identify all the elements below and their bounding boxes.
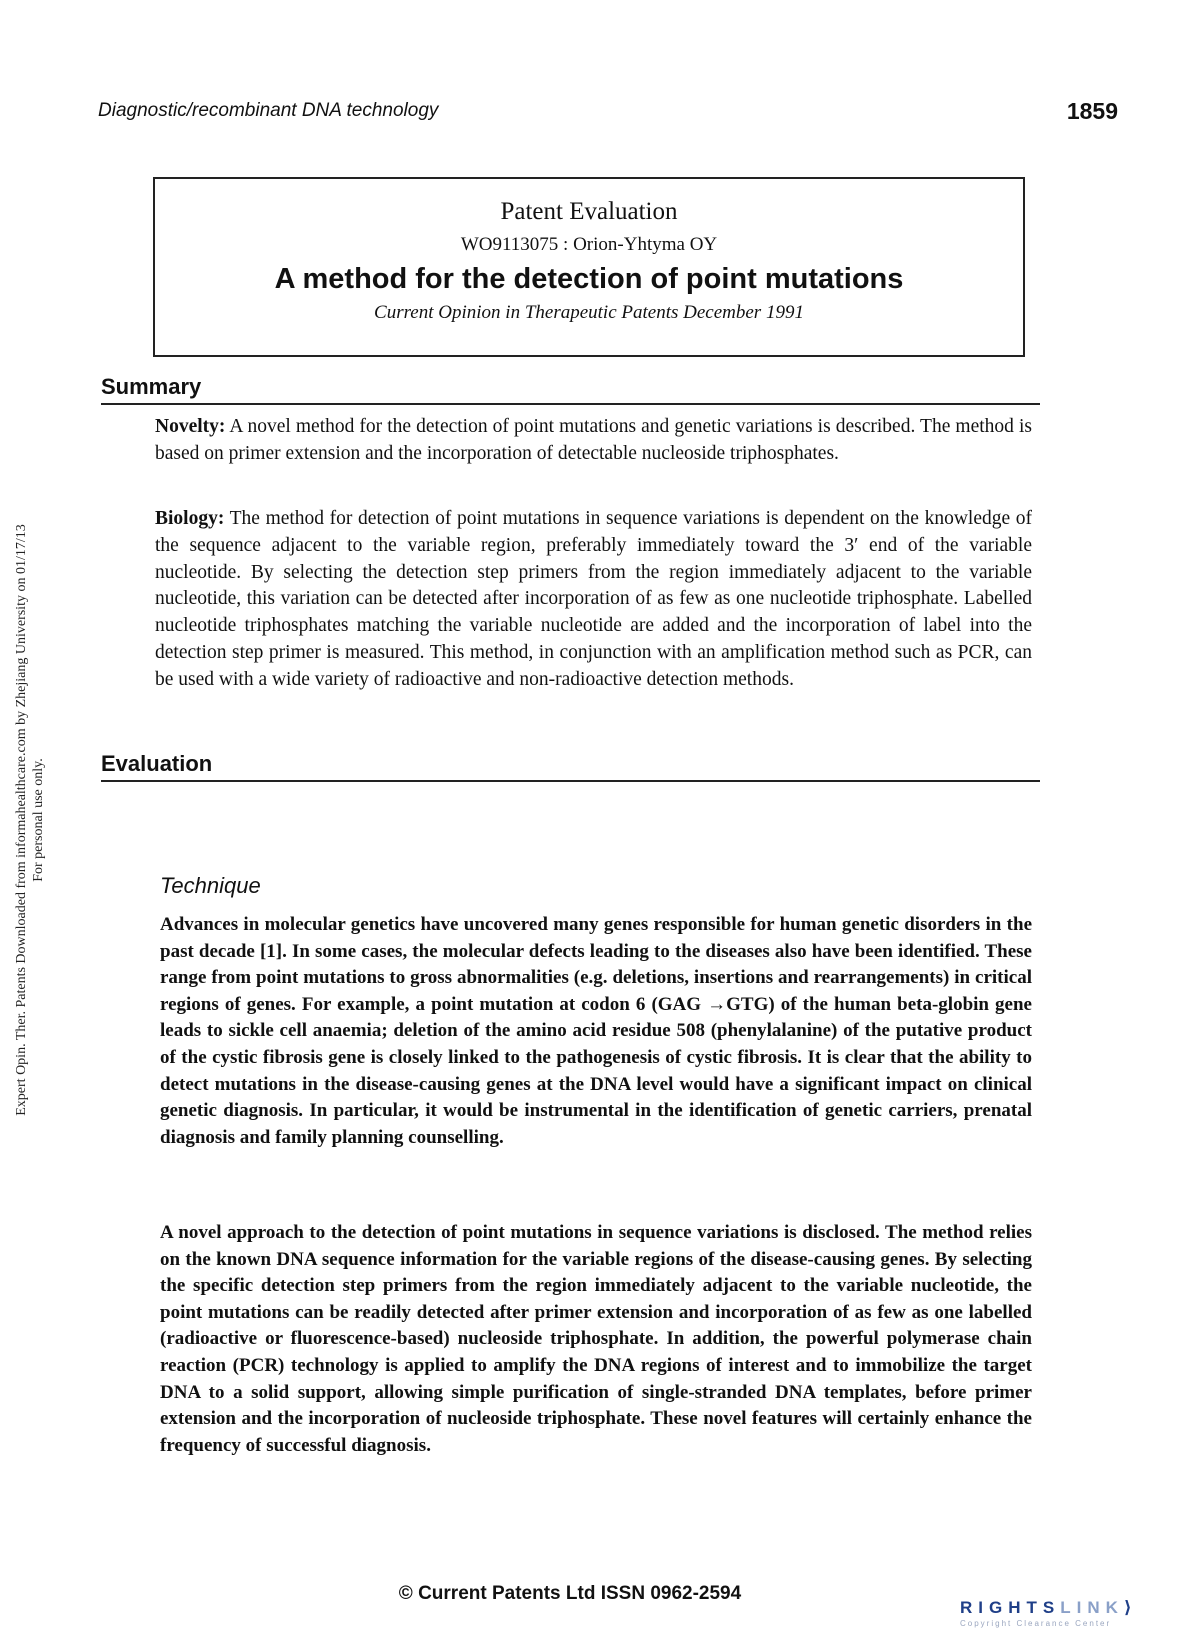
chevron-icon: ⟩ — [1123, 1598, 1138, 1617]
copyright-footer: © Current Patents Ltd ISSN 0962-2594 — [398, 1583, 742, 1604]
journal-citation: Current Opinion in Therapeutic Patents December 1991 — [374, 302, 804, 323]
watermark-line-1: Expert Opin. Ther. Patents Downloaded from informahealthcare.com by Zhejiang University on 01/17/13 — [14, 524, 29, 1116]
technique-subheading: Technique — [160, 873, 261, 898]
page-number: 1859 — [1066, 98, 1118, 124]
rightslink-word-dark: RIGHTS — [960, 1598, 1061, 1617]
novelty-label: Novelty: — [155, 416, 226, 437]
box-kicker: Patent Evaluation — [500, 198, 678, 225]
running-head: Diagnostic/recombinant DNA technology — [98, 100, 439, 121]
rightslink-tagline: Copyright Clearance Center — [960, 1619, 1112, 1628]
technique-paragraph-1: Advances in molecular genetics have uncovered many genes responsible for human genetic disorders in the past decade [1]. In some cases, the molecular defects leading to the diseases also have been identified. These range from point mutations to gross abnormalities (e.g. deletions, insertions and rearrangements) in critical regions of genes. For example, a point mutation at codon 6 (GAG →GTG) of the human beta-globin gene leads to sickle cell anaemia; deletion of the amino acid residue 508 (phenylalanine) of the putative product of the cystic fibrosis gene is closely linked to the pathogenesis of cystic fibrosis. It is clear that the ability to detect mutations in the disease-causing genes at the DNA level would have a significant impact on clinical genetic diagnosis. In particular, it would be instrumental in the identification of genetic carriers, prenatal diagnosis and family planning counselling. — [160, 914, 1032, 1148]
rightslink-logo[interactable] — [960, 1598, 1180, 1634]
novelty-paragraph — [155, 414, 1032, 468]
biology-label: Biology: — [155, 508, 225, 529]
document-title: A method for the detection of point mutations — [274, 263, 904, 295]
summary-heading: Summary — [101, 373, 1040, 405]
rightslink-word-light: LINK — [1060, 1598, 1124, 1617]
novelty-text: A novel method for the detection of point mutations and genetic variations is described. The method is based on primer extension and the incorporation of detectable nucleoside triphosphates. — [155, 416, 1032, 464]
evaluation-heading: Evaluation — [101, 750, 1040, 782]
biology-paragraph — [155, 506, 1032, 694]
patent-evaluation-box — [153, 177, 1025, 357]
download-watermark — [0, 470, 60, 1170]
patent-id: WO9113075 : Orion-Yhtyma OY — [460, 234, 718, 255]
technique-paragraph-2: A novel approach to the detection of point mutations in sequence variations is disclosed. The method relies on the known DNA sequence information for the variable regions of the disease-causing genes. By selecting the specific detection step primers from the region immediately adjacent to the variable nucleotide, the point mutations can be readily detected after primer extension and incorporation of as few as one labelled (radioactive or fluorescence-based) nucleoside triphosphate. In addition, the powerful polymerase chain reaction (PCR) technology is applied to amplify the DNA regions of interest and to immobilize the target DNA to a solid support, allowing simple purification of single-stranded DNA templates, before primer extension and the incorporation of nucleoside triphosphate. These novel features will certainly enhance the frequency of successful diagnosis. — [160, 1222, 1032, 1456]
watermark-line-2: For personal use only. — [31, 758, 46, 882]
biology-text: The method for detection of point mutations in sequence variations is dependent on the knowledge of the sequence adjacent to the variable region, preferably immediately toward the 3′ end of the variable nucleotide. By selecting the detection step primers from the region immediately adjacent to the variable nucleotide, this variation can be detected after incorporation of as few as one nucleotide triphosphate. Labelled nucleotide triphosphates matching the variable nucleotide are added and the incorporation of label into the detection step primer is measured. This method, in conjunction with an amplification method such as PCR, can be used with a wide variety of radioactive and non-radioactive detection methods. — [155, 508, 1032, 690]
